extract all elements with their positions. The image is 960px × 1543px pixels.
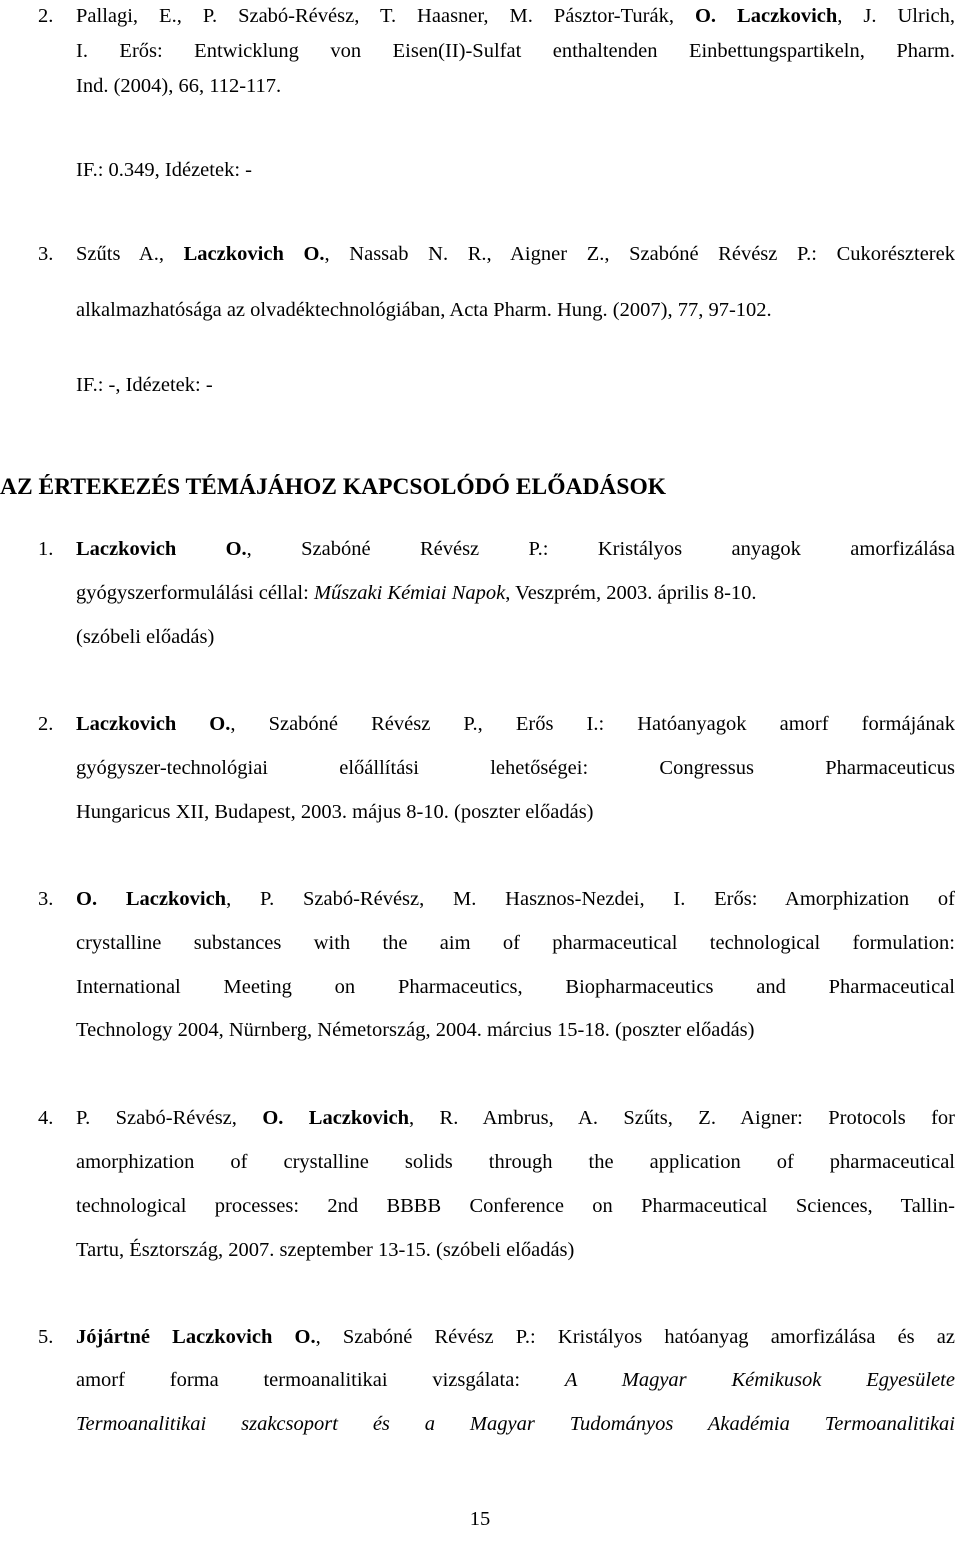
talk4-line-1: P. Szabó-Révész, O. Laczkovich, R. Ambrus, A. Szűts, Z. Aigner: Protocols for [76, 1107, 955, 1129]
pub2-line-1: Pallagi, E., P. Szabó-Révész, T. Haasner, M. Pásztor-Turák, O. Laczkovich, J. Ulrich, [76, 5, 955, 27]
pub3-impact-factor: IF.: -, Idézetek: - [76, 374, 213, 396]
talk3-line-3: International Meeting on Pharmaceutics, Biopharmaceutics and Pharmaceutical [76, 976, 955, 998]
pub2-number: 2. [38, 5, 54, 27]
event-name: Termoanalitikai szakcsoport és a Magyar Tudományos Akadémia Termoanalitikai [76, 1413, 955, 1435]
talk4-number: 4. [38, 1107, 54, 1129]
pub2-line-3: Ind. (2004), 66, 112-117. [76, 75, 282, 97]
pub2-line-2: I. Erős: Entwicklung von Eisen(II)-Sulfat enthaltenden Einbettungspartikeln, Pharm. [76, 40, 955, 62]
talk2-line-1: Laczkovich O., Szabóné Révész P., Erős I.: Hatóanyagok amorf formájának [76, 713, 955, 735]
talk4-line-3: technological processes: 2nd BBBB Conference on Pharmaceutical Sciences, Tallin- [76, 1195, 955, 1217]
pub2-impact-factor: IF.: 0.349, Idézetek: - [76, 159, 252, 181]
talk3-line-2: crystalline substances with the aim of pharmaceutical technological formulation: [76, 932, 955, 954]
talk5-number: 5. [38, 1326, 54, 1348]
pub3-line-1: Szűts A., Laczkovich O., Nassab N. R., Aigner Z., Szabóné Révész P.: Cukorészterek [76, 243, 955, 265]
author-highlight: O. Laczkovich [76, 888, 227, 910]
talk1-line-2: gyógyszerformulálási céllal: Műszaki Kémiai Napok, Veszprém, 2003. április 8-10. [76, 582, 757, 604]
talk2-number: 2. [38, 713, 54, 735]
author-highlight: O. Laczkovich [262, 1107, 409, 1129]
author-highlight: Laczkovich O. [76, 538, 247, 560]
talk3-line-4: Technology 2004, Nürnberg, Németország, 2004. március 15-18. (poszter előadás) [76, 1019, 755, 1041]
author-highlight: Laczkovich O. [183, 243, 325, 265]
talk5-line-1: Jójártné Laczkovich O., Szabóné Révész P.: Kristályos hatóanyag amorfizálása és az [76, 1326, 955, 1348]
talk1-line-3: (szóbeli előadás) [76, 626, 215, 648]
talk5-line-3 [76, 1411, 955, 1437]
talk4-line-2: amorphization of crystalline solids through the application of pharmaceutical [76, 1151, 955, 1173]
author-highlight: O. Laczkovich [694, 5, 838, 27]
section-heading: AZ ÉRTEKEZÉS TÉMÁJÁHOZ KAPCSOLÓDÓ ELŐADÁSOK [0, 474, 667, 500]
page-number: 15 [469, 1508, 491, 1530]
author-highlight: Jójártné Laczkovich O. [76, 1326, 316, 1348]
pub3-number: 3. [38, 243, 54, 265]
talk3-line-1: O. Laczkovich, P. Szabó-Révész, M. Hasznos-Nezdei, I. Erős: Amorphization of [76, 888, 956, 910]
talk5-line-2: amorf forma termoanalitikai vizsgálata: A Magyar Kémikusok Egyesülete [76, 1369, 955, 1391]
pub3-line-2: alkalmazhatósága az olvadéktechnológiában, Acta Pharm. Hung. (2007), 77, 97-102. [76, 299, 772, 321]
talk2-line-2: gyógyszer-technológiai előállítási lehetőségei: Congressus Pharmaceuticus [76, 757, 955, 779]
event-name: Műszaki Kémiai Napok [313, 582, 506, 604]
event-name: A Magyar Kémikusok Egyesülete [564, 1369, 955, 1391]
talk1-line-1: Laczkovich O., Szabóné Révész P.: Kristályos anyagok amorfizálása [76, 538, 955, 560]
talk2-line-3: Hungaricus XII, Budapest, 2003. május 8-10. (poszter előadás) [76, 801, 594, 823]
talk1-number: 1. [38, 538, 54, 560]
author-highlight: Laczkovich O. [76, 713, 231, 735]
talk4-line-4: Tartu, Észtország, 2007. szeptember 13-15. (szóbeli előadás) [76, 1239, 575, 1261]
talk3-number: 3. [38, 888, 54, 910]
